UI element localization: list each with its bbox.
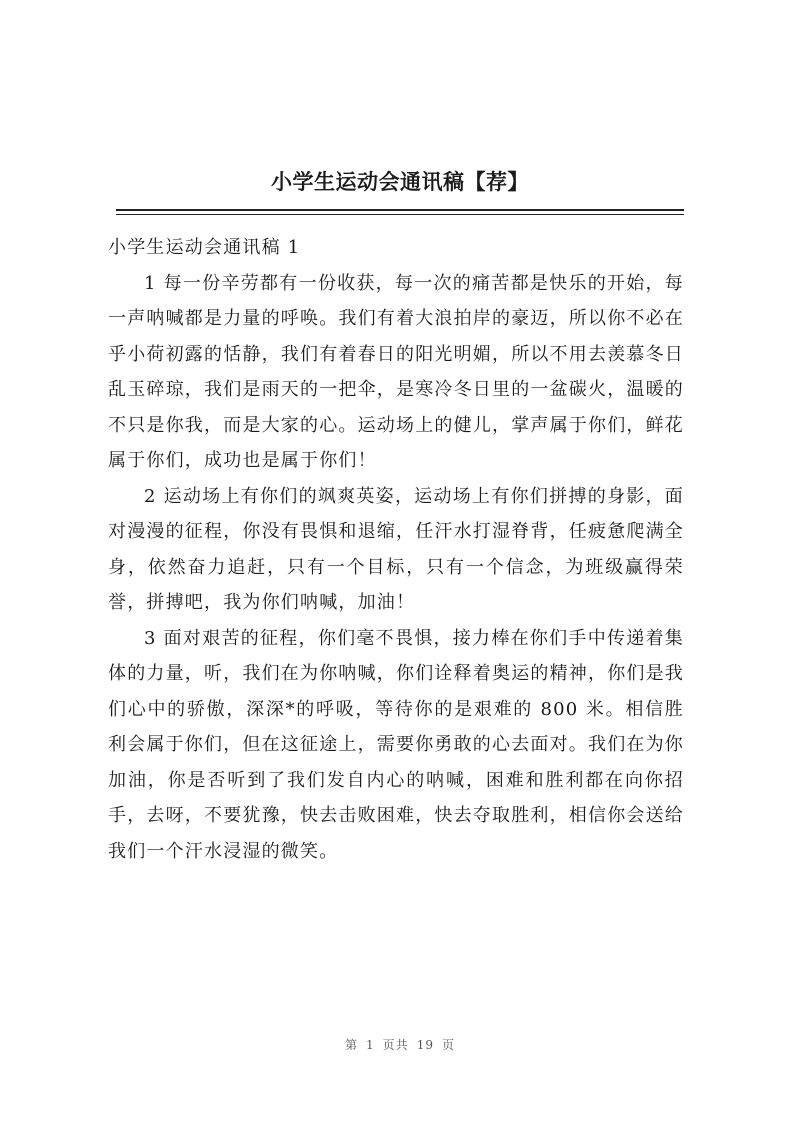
section-heading: 小学生运动会通讯稿 1 — [108, 237, 301, 258]
footer-middle: 页共 — [382, 1038, 409, 1052]
page-footer — [0, 1036, 800, 1053]
title-divider-thick — [116, 209, 684, 211]
document-title: 小学生运动会通讯稿【荐】 — [271, 170, 529, 194]
footer-total-pages: 19 — [416, 1038, 434, 1052]
footer-prefix: 第 — [345, 1038, 359, 1052]
paragraph-3: 3 面对艰苦的征程，你们毫不畏惧，接力棒在你们手中传递着集体的力量，听，我们在为你呐喊，你们诠释着奥运的精神，你们是我们心中的骄傲，深深*的呼吸，等待你的是艰难的 800 米。相信胜利会属于你们，但在这征途上，需要你勇敢的心去面对。我们在为你加油，你是否听到了我们发自内心的呐喊，困难和胜利都在向你招手，去呀，不要犹豫，快去击败困难，快去夺取胜利，相信你会送给我们一个汗水浸湿的微笑。 — [108, 627, 684, 862]
document-body — [108, 230, 684, 869]
paragraph-1: 1 每一份辛劳都有一份收获，每一次的痛苦都是快乐的开始，每一声呐喊都是力量的呼唤。我们有着大浪拍岸的豪迈，所以你不必在乎小荷初露的恬静，我们有着春日的阳光明媚，所以不用去羡慕冬日乱玉碎琼，我们是雨天的一把伞，是寒冷冬日里的一盆碳火，温暖的不只是你我，而是大家的心。运动场上的健儿，掌声属于你们，鲜花属于你们，成功也是属于你们！ — [108, 272, 684, 471]
footer-page-number: 1 — [366, 1038, 375, 1052]
title-divider-thin — [116, 214, 684, 215]
footer-suffix: 页 — [441, 1038, 455, 1052]
paragraph-2: 2 运动场上有你们的飒爽英姿，运动场上有你们拼搏的身影，面对漫漫的征程，你没有畏惧和退缩，任汗水打湿脊背，任疲惫爬满全身，依然奋力追赶，只有一个目标，只有一个信念，为班级赢得荣誉，拼搏吧，我为你们呐喊，加油！ — [108, 485, 684, 613]
